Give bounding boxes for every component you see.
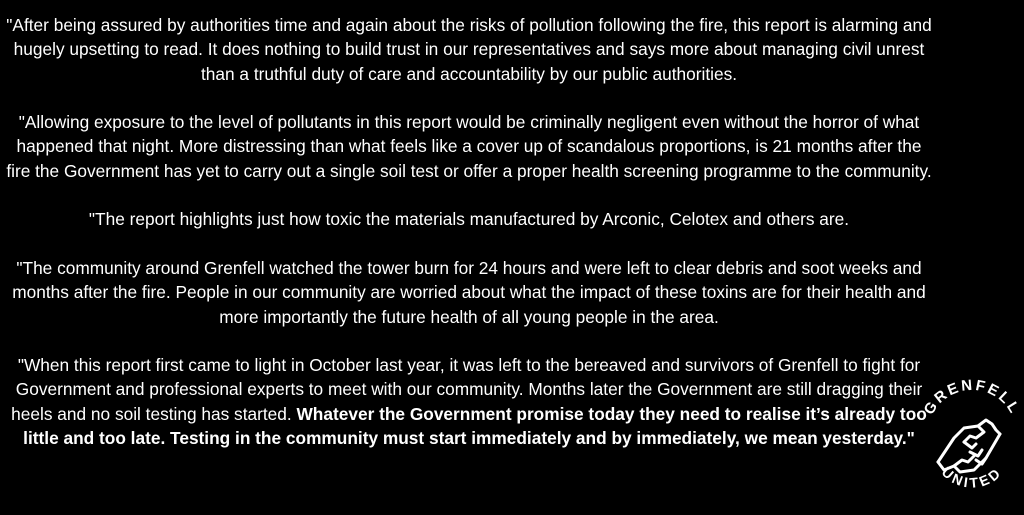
- statement-paragraph: "The report highlights just how toxic the materials manufactured by Arconic, Celotex and others are.: [88, 209, 850, 230]
- statement-paragraph-final: [4, 353, 934, 450]
- statement-paragraph: "The community around Grenfell watched the tower burn for 24 hours and were left to clear debris and soot weeks and months after the fire. People in our community are worried about what the impact of these toxins are for their health and more importantly the future health of all young people in the area.: [12, 257, 926, 327]
- final-paragraph-bold: Whatever the Government promise today they need to realise it’s already too little and too late. Testing in the community must start immediately and by immediately, we mean yesterday.": [23, 403, 927, 449]
- statement-paragraph: "After being assured by authorities time and again about the risks of pollution following the fire, this report is alarming and hugely upsetting to read. It does nothing to build trust in our representatives and says more about managing civil unrest than a truthful duty of care and accountability by our public authorities.: [6, 15, 932, 84]
- logo-top-text: GRENFELL: [920, 376, 1024, 418]
- grenfell-united-logo: [916, 376, 1024, 510]
- logo-bottom-text: UNITED: [938, 463, 1006, 491]
- statement-paragraph: "Allowing exposure to the level of pollutants in this report would be criminally negligent even without the horror of what happened that night. More distressing than what feels like a cover up of scandalous proportions, is 21 months after the fire the Government has yet to carry out a single soil test or offer a proper health screening programme to the community.: [6, 112, 932, 181]
- clasped-hands-icon: [938, 420, 1000, 472]
- logo-graphic: [916, 376, 1024, 510]
- final-paragraph-regular: "When this report first came to light in October last year, it was left to the bereaved and survivors of Grenfell to fight for Government and professional experts to meet with our community. Months later the Government are still dragging their heels and no soil testing has started.: [11, 355, 923, 424]
- statement-text: [4, 13, 934, 450]
